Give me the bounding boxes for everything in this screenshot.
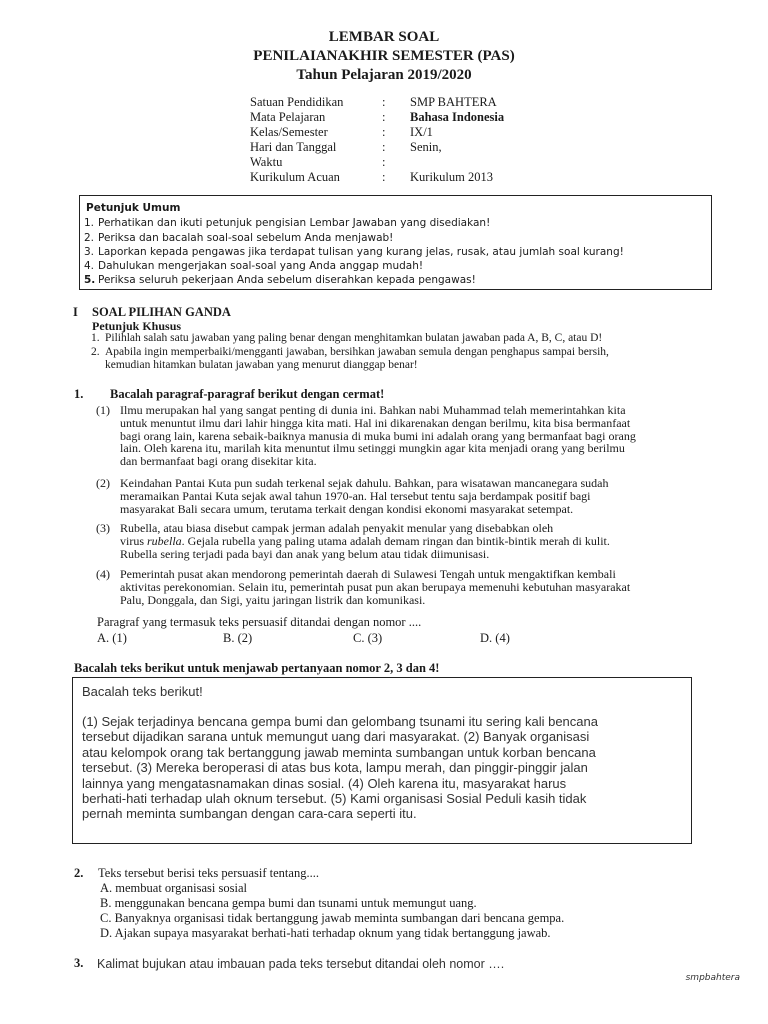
info-value: Senin,	[410, 140, 442, 154]
answer-option-c[interactable]: C. Banyaknya organisasi tidak bertanggung jawab meminta sumbangan dari bencana gempa.	[100, 911, 565, 925]
instruction-number: 5.	[84, 274, 96, 286]
instruction-text: Periksa seluruh pekerjaan Anda sebelum diserahkan kepada pengawas!	[98, 274, 476, 286]
paragraph-number: (4)	[96, 567, 110, 581]
info-colon: :	[382, 170, 386, 184]
paragraph-line: aktivitas perekonomian. Selain itu, pemerintah pusat pun akan berupaya memenuhi kebutuhan masyarakat	[120, 579, 631, 594]
answer-option-c[interactable]: C. (3)	[353, 631, 383, 645]
instruction-number: 2.	[84, 232, 95, 244]
question-number: 1.	[74, 387, 84, 401]
specific-instruction-text: Apabila ingin memperbaiki/mengganti jawaban, bersihkan jawaban semula dengan penghapus sampai bersih,	[105, 346, 609, 358]
passage-line: berhati-hati terhadap ulah oknum tersebut. (5) Kami organisasi Sosial Peduli kasih tidak	[82, 791, 587, 807]
specific-instruction-text-cont: kemudian hitamkan bulatan jawaban yang menurut dianggap benar!	[105, 359, 418, 371]
paragraph-text	[120, 522, 710, 560]
instruction-number: 4.	[84, 260, 95, 272]
paragraph-number: (1)	[96, 403, 110, 417]
instruction-item	[84, 259, 423, 273]
specific-instruction-item	[91, 346, 609, 359]
reading-passage-box	[72, 677, 692, 844]
section-title: SOAL PILIHAN GANDA	[92, 305, 231, 319]
paragraph-line: lain. Oleh karena itu, marilah kita menuntut ilmu setinggi mungkin agar kita menjadi orang yang berilmu	[120, 441, 625, 456]
paragraph-line: masyarakat Bali secara umum, terutama terkait dengan kondisi ekonomi masyarakat setempat.	[120, 501, 574, 516]
paragraph-line: Ilmu merupakan hal yang sangat penting di dunia ini. Bahkan nabi Muhammad telah memerintahkan kita	[120, 403, 626, 417]
info-label: Hari dan Tanggal	[250, 140, 337, 154]
info-label: Kurikulum Acuan	[250, 170, 340, 184]
exam-title: PENILAIANAKHIR SEMESTER (PAS)	[253, 48, 515, 64]
footer-brand: smpbahtera	[685, 973, 740, 983]
specific-instruction-number: 1.	[91, 332, 100, 344]
question-text: Teks tersebut berisi teks persuasif tentang....	[98, 866, 319, 880]
answer-option-d[interactable]: D. (4)	[480, 631, 510, 645]
paragraph-line: Pemerintah pusat akan mendorong pemerintah daerah di Sulawesi Tengah untuk mengaktifkan kembali	[120, 567, 616, 581]
paragraph-line: untuk menuntut ilmu dari lahir hingga kita mati. Hal ini dikarenakan dengan berilmu, kita bisa bermanfaat	[120, 415, 631, 430]
paragraph-line: Rubella, atau biasa disebut campak jerman adalah penyakit menular yang disebabkan oleh	[120, 521, 554, 535]
paragraph-line: Keindahan Pantai Kuta pun sudah terkenal sejak dahulu. Bahkan, para wisatawan mancanegara sudah	[120, 476, 609, 490]
paragraph-number: (2)	[96, 476, 110, 490]
italic-term: rubella	[147, 533, 182, 548]
reading-instruction: Bacalah teks berikut untuk menjawab pertanyaan nomor 2, 3 dan 4!	[74, 661, 440, 675]
paragraph-text	[120, 477, 710, 515]
passage-line: pernah meminta sumbangan dengan cara-cara seperti itu.	[82, 806, 417, 822]
passage-line: tersebut. (3) Mereka beroperasi di atas bus kota, lampu merah, dan pinggir-pinggir jalan	[82, 760, 588, 776]
info-label: Waktu	[250, 155, 283, 169]
answer-option-b[interactable]: B. (2)	[223, 631, 253, 645]
info-colon: :	[382, 140, 386, 154]
section-number: I	[73, 305, 78, 319]
answer-option-b[interactable]: B. menggunakan bencana gempa bumi dan tsunami untuk memungut uang.	[100, 896, 477, 910]
paragraph-fragment: . Gejala rubella yang paling utama adalah demam ringan dan bintik-bintik merah di kulit.	[181, 533, 610, 548]
info-value: SMP BAHTERA	[410, 95, 497, 109]
instruction-number: 1.	[84, 217, 95, 229]
info-colon: :	[382, 125, 386, 139]
answer-option-a[interactable]: A. (1)	[97, 631, 127, 645]
info-colon: :	[382, 95, 386, 109]
question-number: 2.	[74, 866, 84, 880]
question-text: Paragraf yang termasuk teks persuasif ditandai dengan nomor ....	[97, 615, 422, 629]
question-number: 3.	[74, 956, 84, 970]
academic-year: Tahun Pelajaran 2019/2020	[296, 67, 472, 83]
reading-passage-header: Bacalah teks berikut!	[82, 684, 203, 699]
info-label: Satuan Pendidikan	[250, 95, 344, 109]
specific-instruction-item	[91, 332, 602, 345]
info-colon: :	[382, 110, 386, 124]
specific-instructions-title: Petunjuk Khusus	[92, 319, 182, 333]
paragraph-number: (3)	[96, 521, 110, 535]
info-colon: :	[382, 155, 386, 169]
paragraph-line: bagi orang lain, karena sebaik-baiknya manusia di muka bumi ini adalah orang yang bermanfaat bagi orang	[120, 428, 636, 443]
paragraph-line	[120, 535, 710, 548]
info-value: Bahasa Indonesia	[410, 110, 505, 124]
answer-options	[100, 881, 564, 941]
doc-title: LEMBAR SOAL	[328, 29, 440, 45]
instruction-text: Laporkan kepada pengawas jika terdapat tulisan yang kurang jelas, rusak, atau jumlah soal kurang!	[98, 246, 624, 258]
paragraph-line: meramaikan Pantai Kuta sejak awal tahun 1970-an. Hal tersebut tentu saja berdampak positif bagi	[120, 488, 591, 503]
instruction-item	[84, 273, 476, 287]
passage-line: lainnya yang mengatasnamakan dinas sosial. (4) Oleh karena itu, masyarakat harus	[82, 775, 567, 791]
answer-option-d[interactable]: D. Ajakan supaya masyarakat berhati-hati terhadap oknum yang tidak bertanggung jawab.	[100, 926, 551, 940]
general-instructions-box	[79, 195, 712, 290]
question-title: Bacalah paragraf-paragraf berikut dengan cermat!	[110, 387, 385, 401]
instruction-item	[84, 216, 490, 230]
general-instructions-title: Petunjuk Umum	[86, 202, 181, 214]
instruction-number: 3.	[84, 246, 95, 258]
specific-instruction-text: Pilihlah salah satu jawaban yang paling benar dengan menghitamkan bulatan jawaban pada A, B, C, atau D!	[105, 332, 603, 344]
instruction-text: Periksa dan bacalah soal-soal sebelum Anda menjawab!	[98, 232, 394, 244]
info-value: Kurikulum 2013	[410, 170, 493, 184]
passage-line: (1) Sejak terjadinya bencana gempa bumi dan gelombang tsunami itu sering kali bencana	[82, 714, 598, 729]
info-label: Mata Pelajaran	[250, 110, 326, 124]
info-value: IX/1	[410, 125, 433, 139]
paragraph-line: Rubella sering terjadi pada bayi dan anak yang belum atau tidak diimunisasi.	[120, 546, 490, 561]
paragraph-fragment: virus	[120, 533, 147, 548]
question-text: Kalimat bujukan atau imbauan pada teks tersebut ditandai oleh nomor ….	[97, 957, 505, 971]
instruction-item	[84, 231, 393, 245]
paragraph-text	[120, 568, 710, 606]
info-label: Kelas/Semester	[250, 125, 328, 139]
reading-passage-body	[82, 714, 598, 822]
instruction-text: Perhatikan dan ikuti petunjuk pengisian Lembar Jawaban yang disediakan!	[98, 217, 491, 229]
specific-instruction-number: 2.	[91, 346, 100, 358]
paragraph-line: dan bermanfaat bagi orang disekitar kita.	[120, 454, 317, 469]
instruction-text: Dahulukan mengerjakan soal-soal yang Anda anggap mudah!	[98, 260, 424, 272]
instruction-item	[84, 245, 624, 259]
passage-line: atau kelompok orang tak bertanggung jawab meminta sumbangan untuk korban bencana	[82, 744, 596, 760]
paragraph-line: Palu, Donggala, dan Sigi, yaitu jaringan listrik dan komunikasi.	[120, 592, 426, 607]
answer-option-a[interactable]: A. membuat organisasi sosial	[100, 881, 247, 895]
paragraph-text	[120, 404, 710, 468]
passage-line: tersebut dijadikan sarana untuk memungut uang dari masyarakat. (2) Banyak organisasi	[82, 729, 590, 745]
